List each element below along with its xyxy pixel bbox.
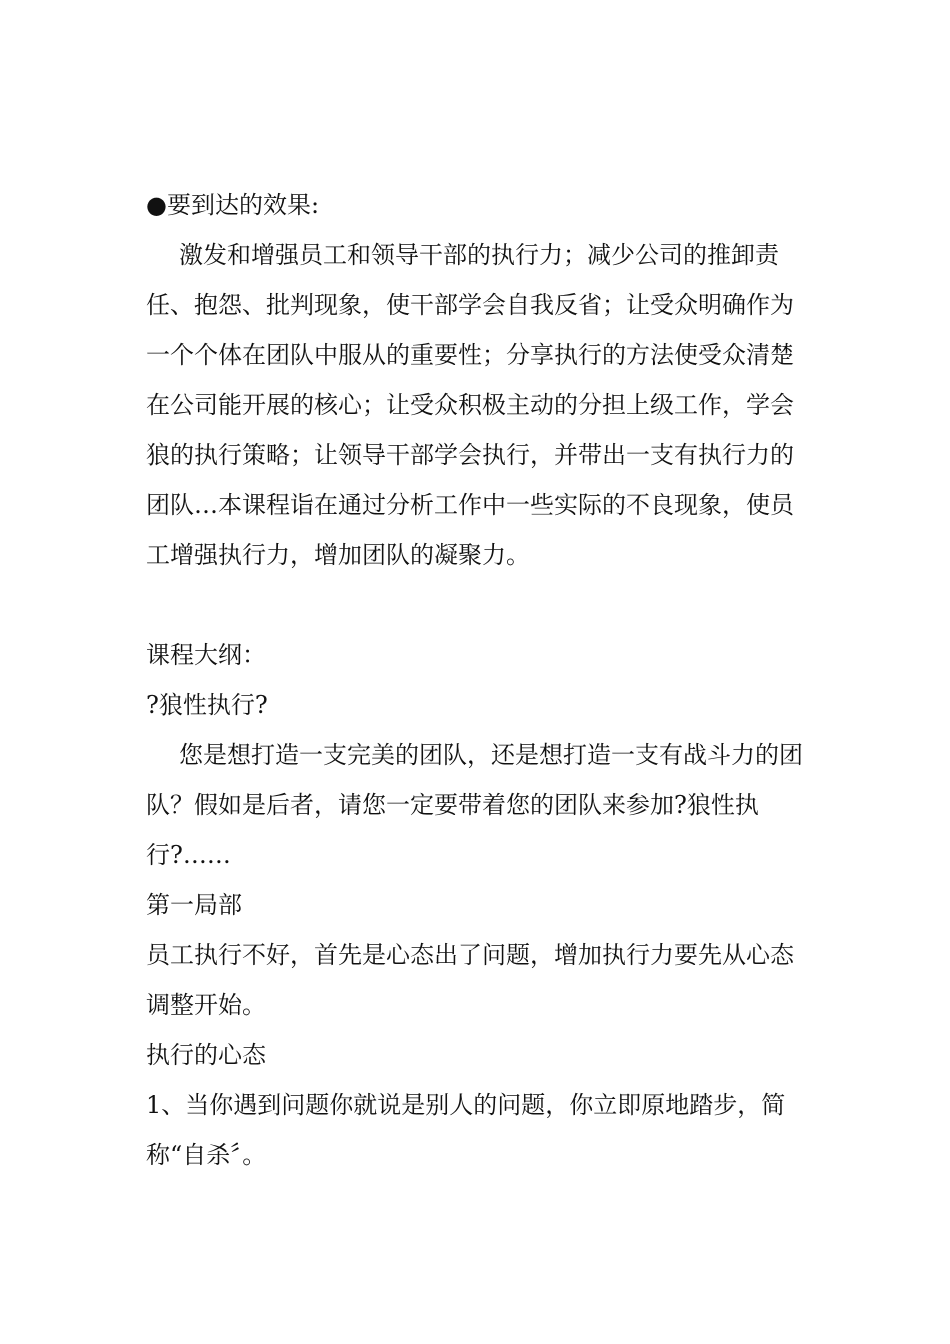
effect-paragraph: 激发和增强员工和领导干部的执行力；减少公司的推卸责任、抱怨、批判现象，使干部学会自我反省；让受众明确作为一个个体在团队中服从的重要性；分享执行的方法使受众清楚在公司能开展的核心；让受众积极主动的分担上级工作，学会狼的执行策略；让领导干部学会执行，并带出一支有执行力的团队…本课程诣在通过分析工作中一些实际的不良现象，使员工增强执行力，增加团队的凝聚力。 — [146, 241, 794, 569]
document-page — [146, 180, 808, 1180]
spacer — [146, 580, 808, 630]
part-one-heading: 第一局部 — [146, 891, 242, 919]
mindset-heading: 执行的心态 — [146, 1041, 266, 1069]
part-one-description: 员工执行不好，首先是心态出了问题，增加执行力要先从心态调整开始。 — [146, 941, 794, 1019]
mindset-point-1: 1、当你遇到问题你就说是别人的问题，你立即原地踏步，简称“自杀〞。 — [146, 1091, 786, 1169]
outline-heading: 课程大纲： — [146, 641, 266, 669]
course-intro: 您是想打造一支完美的团队，还是想打造一支有战斗力的团队？假如是后者，请您一定要带着您的团队来参加?狼性执行?…… — [146, 741, 803, 869]
course-title: ?狼性执行? — [146, 691, 268, 719]
effect-heading: ●要到达的效果: — [146, 191, 320, 219]
